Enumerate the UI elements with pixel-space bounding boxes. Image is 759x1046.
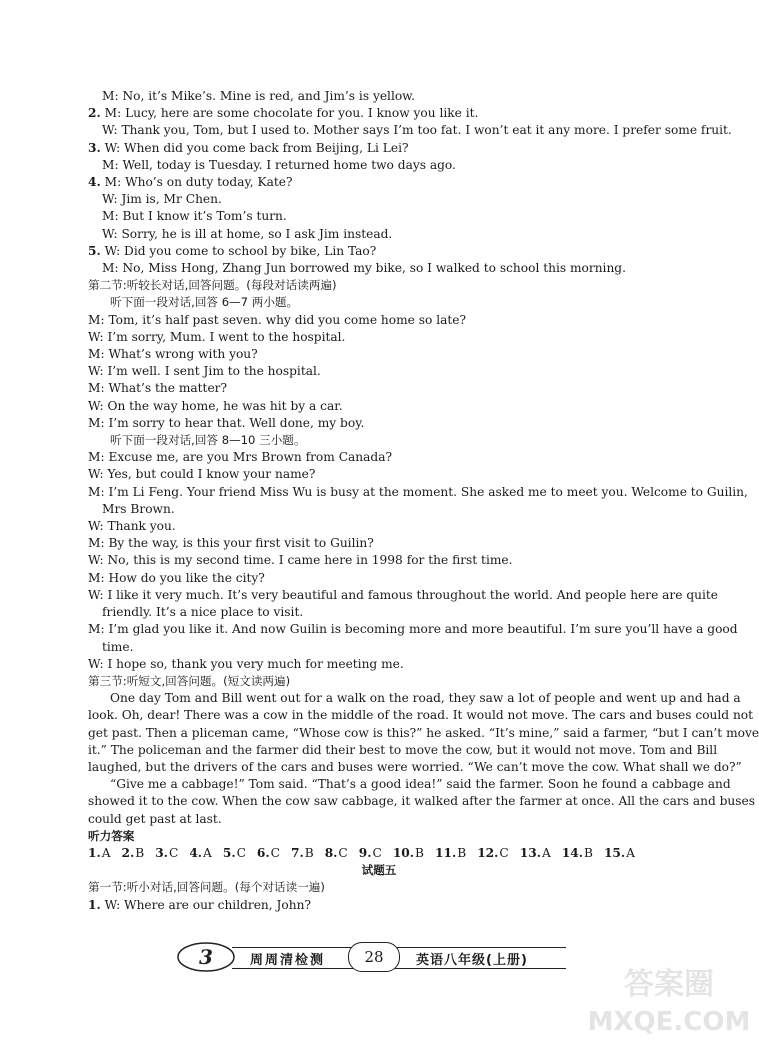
watermark-icon (587, 960, 751, 1040)
line-text: M: Tom, it’s half past seven. why did you come home so late? (88, 312, 467, 327)
answer-value: C (236, 845, 246, 860)
text-line (88, 208, 670, 225)
line-text: W: Sorry, he is ill at home, so I ask Jim instead. (102, 226, 393, 241)
answer-number: 3. (155, 845, 168, 860)
answer-number: 11. (435, 845, 457, 860)
line-text: W: I’m well. I sent Jim to the hospital. (88, 364, 321, 379)
text-line (88, 191, 670, 208)
text-line (88, 363, 670, 380)
text-line (88, 621, 738, 638)
question-number: 1. (88, 897, 101, 912)
line-text: could get past at last. (88, 811, 222, 826)
answer-value: A (203, 845, 212, 860)
line-text: M: How do you like the city? (88, 570, 265, 585)
section-heading (88, 277, 670, 294)
answer-value: C (270, 845, 280, 860)
answer-value: B (583, 845, 593, 860)
answer-number: 6. (256, 845, 270, 860)
line-text: W: Where are our children, John? (100, 897, 311, 912)
answer-value: C (338, 845, 348, 860)
text-line (88, 122, 732, 139)
text-line (88, 811, 670, 828)
answer-key (88, 845, 670, 862)
logo-icon (176, 937, 236, 975)
text-line (88, 174, 670, 191)
line-text: 第三节:听短文,回答问题。(短文读两遍) (88, 673, 291, 688)
text-line (88, 484, 748, 501)
line-text: it.” The policeman and the farmer did their best to move the cow, but it would not move. Tom and Bill (88, 742, 718, 757)
line-text: M: Excuse me, are you Mrs Brown from Canada? (88, 450, 393, 465)
answer-value: B (415, 845, 424, 860)
text-line (88, 243, 670, 260)
answer-number: 12. (477, 845, 499, 860)
answer-number: 15. (603, 845, 626, 860)
text-line (88, 312, 670, 329)
answer-value: B (304, 845, 314, 860)
line-text: friendly. It’s a nice place to visit. (102, 605, 304, 620)
line-text: W: Yes, but could I know your name? (88, 467, 316, 482)
line-text: get past. Then a pliceman came, “Whose cow is this?” he asked. “It’s mine,” said a farmer, “but I can’t move (88, 725, 759, 740)
answer-value: C (168, 845, 179, 860)
section-heading (88, 294, 670, 311)
line-text: M: No, Miss Hong, Zhang Jun borrowed my bike, so I walked to school this morning. (102, 261, 626, 276)
section-heading (88, 432, 670, 449)
svg-text:答案圈: 答案圈 (624, 967, 714, 1002)
line-text: One day Tom and Bill went out for a walk on the road, they saw a lot of people and went up and had a (110, 691, 741, 706)
line-text: 听下面一段对话,回答 8—10 三小题。 (110, 433, 306, 448)
text-line (88, 449, 670, 466)
answer-item (155, 846, 178, 860)
answer-item (604, 846, 635, 860)
page-number: 28 (348, 942, 400, 972)
line-text: showed it to the cow. When the cow saw cabbage, it walked after the farmer at once. All the cars and buses (88, 794, 755, 809)
text-line (88, 725, 759, 742)
question-number: 2. (88, 106, 101, 121)
answer-value: C (372, 845, 382, 860)
line-text: M: What’s the matter? (88, 381, 228, 396)
answer-value: A (541, 845, 551, 860)
answer-value: A (101, 845, 111, 860)
answer-value: B (457, 845, 467, 860)
text-line (88, 897, 670, 914)
section-heading (88, 879, 670, 896)
line-text: M: Lucy, here are some chocolate for you. I know you like it. (100, 106, 479, 121)
text-line (88, 105, 670, 122)
answer-item (122, 846, 145, 860)
line-text: W: Thank you. (88, 519, 176, 534)
text-line (88, 759, 742, 776)
answer-value: A (626, 845, 635, 860)
answer-number: 9. (358, 845, 372, 860)
text-line (88, 552, 670, 569)
answer-number: 4. (189, 845, 203, 860)
text-line (88, 346, 670, 363)
text-line (88, 604, 670, 621)
line-text: M: By the way, is this your first visit to Guilin? (88, 536, 374, 551)
footer-book-title: 英语八年级(上册) (416, 953, 528, 968)
line-text: M: What’s wrong with you? (88, 347, 258, 362)
answer-value: B (135, 845, 145, 860)
line-text: laughed, but the drivers of the cars and buses were worried. “We can’t move the cow. What shall we do?” (88, 759, 742, 774)
text-line (88, 793, 755, 810)
answer-item (189, 846, 212, 860)
answer-item (520, 846, 551, 860)
text-line (88, 707, 754, 724)
text-line (88, 415, 670, 432)
answer-item (291, 846, 314, 860)
answer-item (325, 846, 348, 860)
line-text: M: No, it’s Mike’s. Mine is red, and Jim’s is yellow. (102, 89, 416, 103)
text-line (88, 501, 670, 518)
svg-text:MXQE.COM: MXQE.COM (587, 1007, 751, 1037)
line-text: M: I’m sorry to hear that. Well done, my boy. (88, 415, 365, 430)
answer-number: 13. (519, 845, 541, 860)
line-text: M: Who’s on duty today, Kate? (100, 175, 293, 190)
answer-number: 7. (290, 845, 304, 860)
text-line (88, 157, 670, 174)
line-text: W: Did you come to school by bike, Lin Tao? (100, 243, 377, 258)
answer-item (435, 846, 466, 860)
line-text: 听下面一段对话,回答 6—7 两小题。 (110, 295, 299, 310)
line-text: M: But I know it’s Tom’s turn. (102, 209, 287, 224)
answer-number: 10. (392, 845, 415, 860)
answer-number: 2. (121, 845, 135, 860)
text-line (88, 690, 741, 707)
text-body (88, 88, 759, 828)
answer-item (223, 846, 246, 860)
text-line (88, 260, 670, 277)
text-line (88, 329, 670, 346)
line-text: W: I hope so, thank you very much for meeting me. (88, 656, 404, 671)
text-line (88, 587, 718, 604)
line-text: W: When did you come back from Beijing, Li Lei? (100, 140, 409, 155)
footer-brand: 周周清检测 (250, 953, 326, 968)
answer-number: 8. (324, 845, 338, 860)
question-number: 4. (88, 175, 101, 190)
text-line (88, 742, 718, 759)
line-text: “Give me a cabbage!” Tom said. “That’s a good idea!” said the farmer. Soon he found a cabbage and (110, 777, 731, 792)
test-title: 试题五 (361, 863, 397, 878)
text-line (88, 466, 670, 483)
page-content (88, 88, 759, 914)
answer-item (562, 846, 593, 860)
answer-item (257, 846, 280, 860)
question-number: 5. (88, 243, 101, 258)
svg-text:3: 3 (199, 945, 213, 969)
answer-number: 14. (561, 845, 583, 860)
text-line (88, 639, 670, 656)
text-line (88, 776, 731, 793)
answer-item (477, 846, 509, 860)
text-line (88, 140, 670, 157)
line-text: W: No, this is my second time. I came here in 1998 for the first time. (88, 553, 513, 568)
line-text: W: On the way home, he was hit by a car. (88, 398, 343, 413)
page-footer (176, 937, 566, 975)
text-line (88, 398, 670, 415)
text-line (88, 535, 670, 552)
section-heading (88, 673, 670, 690)
next-section (88, 879, 670, 913)
line-text: 第二节:听较长对话,回答问题。(每段对话读两遍) (88, 278, 337, 293)
answer-item (393, 846, 424, 860)
text-line (88, 656, 670, 673)
line-text: Mrs Brown. (102, 501, 175, 516)
answer-value: C (499, 845, 509, 860)
text-line (88, 226, 670, 243)
line-text: 第一节:听小对话,回答问题。(每个对话读一遍) (88, 880, 325, 895)
answer-number: 1. (88, 845, 101, 860)
answer-item (88, 846, 111, 860)
line-text: W: Thank you, Tom, but I used to. Mother says I’m too fat. I won’t eat it any more. I prefer some fruit. (102, 123, 732, 138)
text-line (88, 88, 670, 105)
text-line (88, 380, 670, 397)
line-text: W: I like it very much. It’s very beautiful and famous throughout the world. And people here are quite (88, 587, 718, 602)
answer-item (359, 846, 382, 860)
question-number: 3. (88, 140, 101, 155)
line-text: M: Well, today is Tuesday. I returned home two days ago. (102, 157, 456, 172)
text-line (88, 570, 670, 587)
line-text: M: I’m Li Feng. Your friend Miss Wu is busy at the moment. She asked me to meet you. Welcome to Guilin, (88, 484, 748, 499)
line-text: look. Oh, dear! There was a cow in the middle of the road. It would not move. The cars and buses could not (88, 708, 754, 723)
line-text: W: I’m sorry, Mum. I went to the hospital. (88, 329, 346, 344)
line-text: W: Jim is, Mr Chen. (102, 192, 222, 207)
text-line (88, 518, 670, 535)
answers-heading: 听力答案 (88, 828, 135, 843)
answer-number: 5. (222, 845, 236, 860)
line-text: M: I’m glad you like it. And now Guilin is becoming more and more beautiful. I’m sure you’ll have a good (88, 622, 738, 637)
line-text: time. (102, 639, 134, 654)
